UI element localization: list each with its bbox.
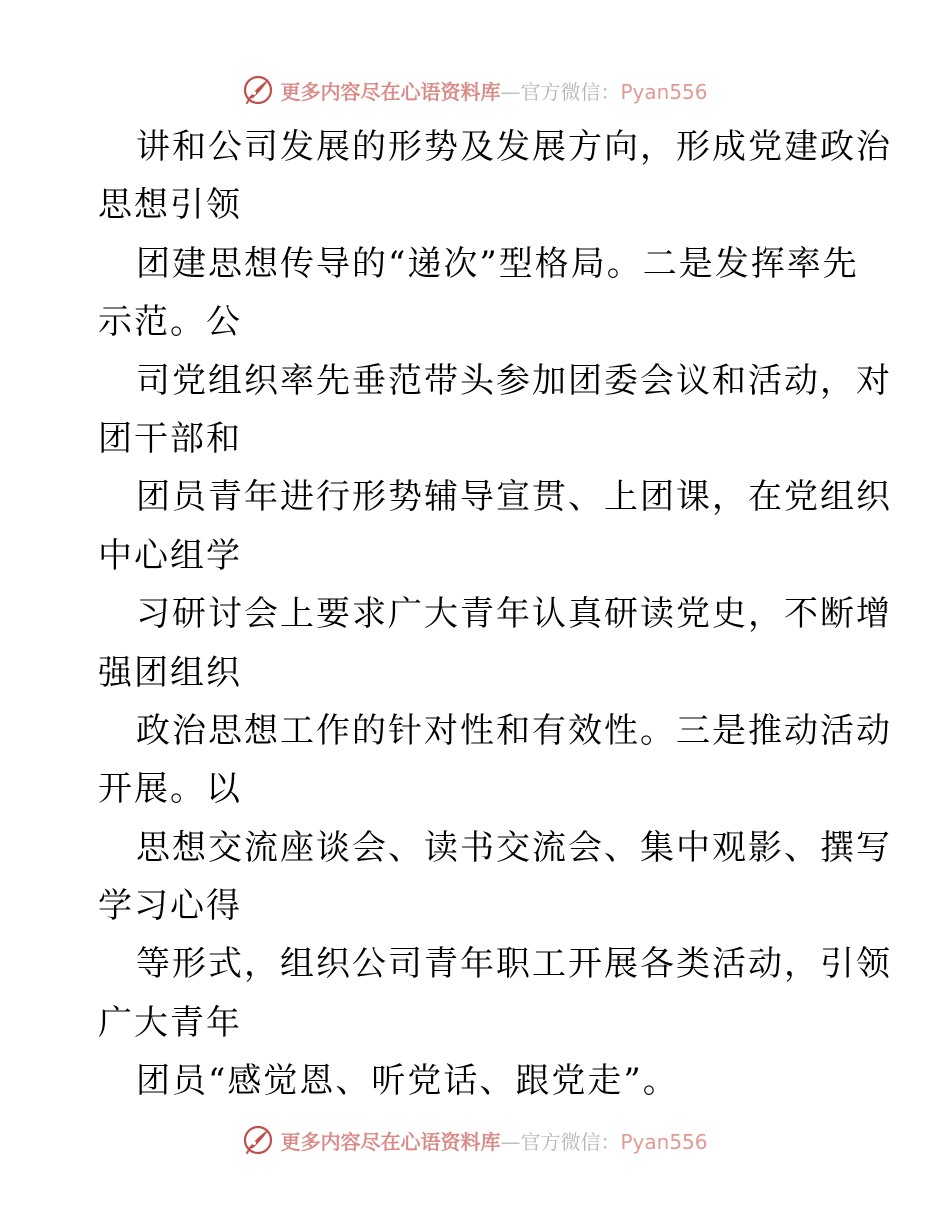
body-line-9: 习研讨会上要求广大青年认真研读党史，不断增	[136, 594, 892, 635]
body-line-1: 讲和公司发展的形势及发展方向，形成党建政治	[136, 127, 892, 167]
quill-pen-logo-icon	[242, 1124, 274, 1156]
footer-banner-main: 更多内容尽在心语资料库	[280, 1129, 501, 1154]
body-line-3: 团建思想传导的“递次”型格局。二是发挥率先	[136, 243, 859, 284]
footer-banner	[0, 1120, 950, 1160]
body-line-8: 中心组学	[98, 535, 242, 576]
body-line-12: 开展。以	[98, 769, 242, 810]
body-line-14: 学习心得	[98, 886, 242, 927]
header-banner-main: 更多内容尽在心语资料库	[280, 79, 501, 104]
body-line-13: 思想交流座谈会、读书交流会、集中观影、撰写	[136, 827, 892, 868]
body-line-6: 团干部和	[98, 418, 242, 459]
header-banner-text	[280, 76, 707, 105]
body-line-4: 示范。公	[98, 302, 242, 343]
body-line-15: 等形式，组织公司青年职工开展各类活动，引领	[136, 944, 892, 985]
header-banner	[0, 70, 950, 110]
body-line-7: 团员青年进行形势辅导宣贯、上团课，在党组织	[136, 477, 892, 518]
quill-pen-logo-icon	[242, 74, 274, 106]
header-banner-label: 官方微信：	[520, 79, 621, 104]
body-line-11: 政治思想工作的针对性和有效性。三是推动活动	[136, 710, 892, 751]
document-body	[98, 118, 892, 1111]
body-line-10: 强团组织	[98, 652, 242, 693]
footer-banner-wechat-id: Pyan556	[620, 1129, 708, 1154]
footer-banner-label: 官方微信：	[520, 1129, 621, 1154]
footer-banner-separator: —	[500, 1129, 521, 1154]
header-banner-wechat-id: Pyan556	[620, 79, 708, 104]
body-line-17: 团员“感觉恩、听党话、跟党走”。	[136, 1061, 679, 1102]
body-line-2: 思想引领	[98, 185, 242, 226]
header-banner-separator: —	[500, 79, 521, 104]
body-line-16: 广大青年	[98, 1002, 242, 1043]
footer-banner-text	[280, 1126, 707, 1155]
body-line-5: 司党组织率先垂范带头参加团委会议和活动，对	[136, 360, 892, 401]
